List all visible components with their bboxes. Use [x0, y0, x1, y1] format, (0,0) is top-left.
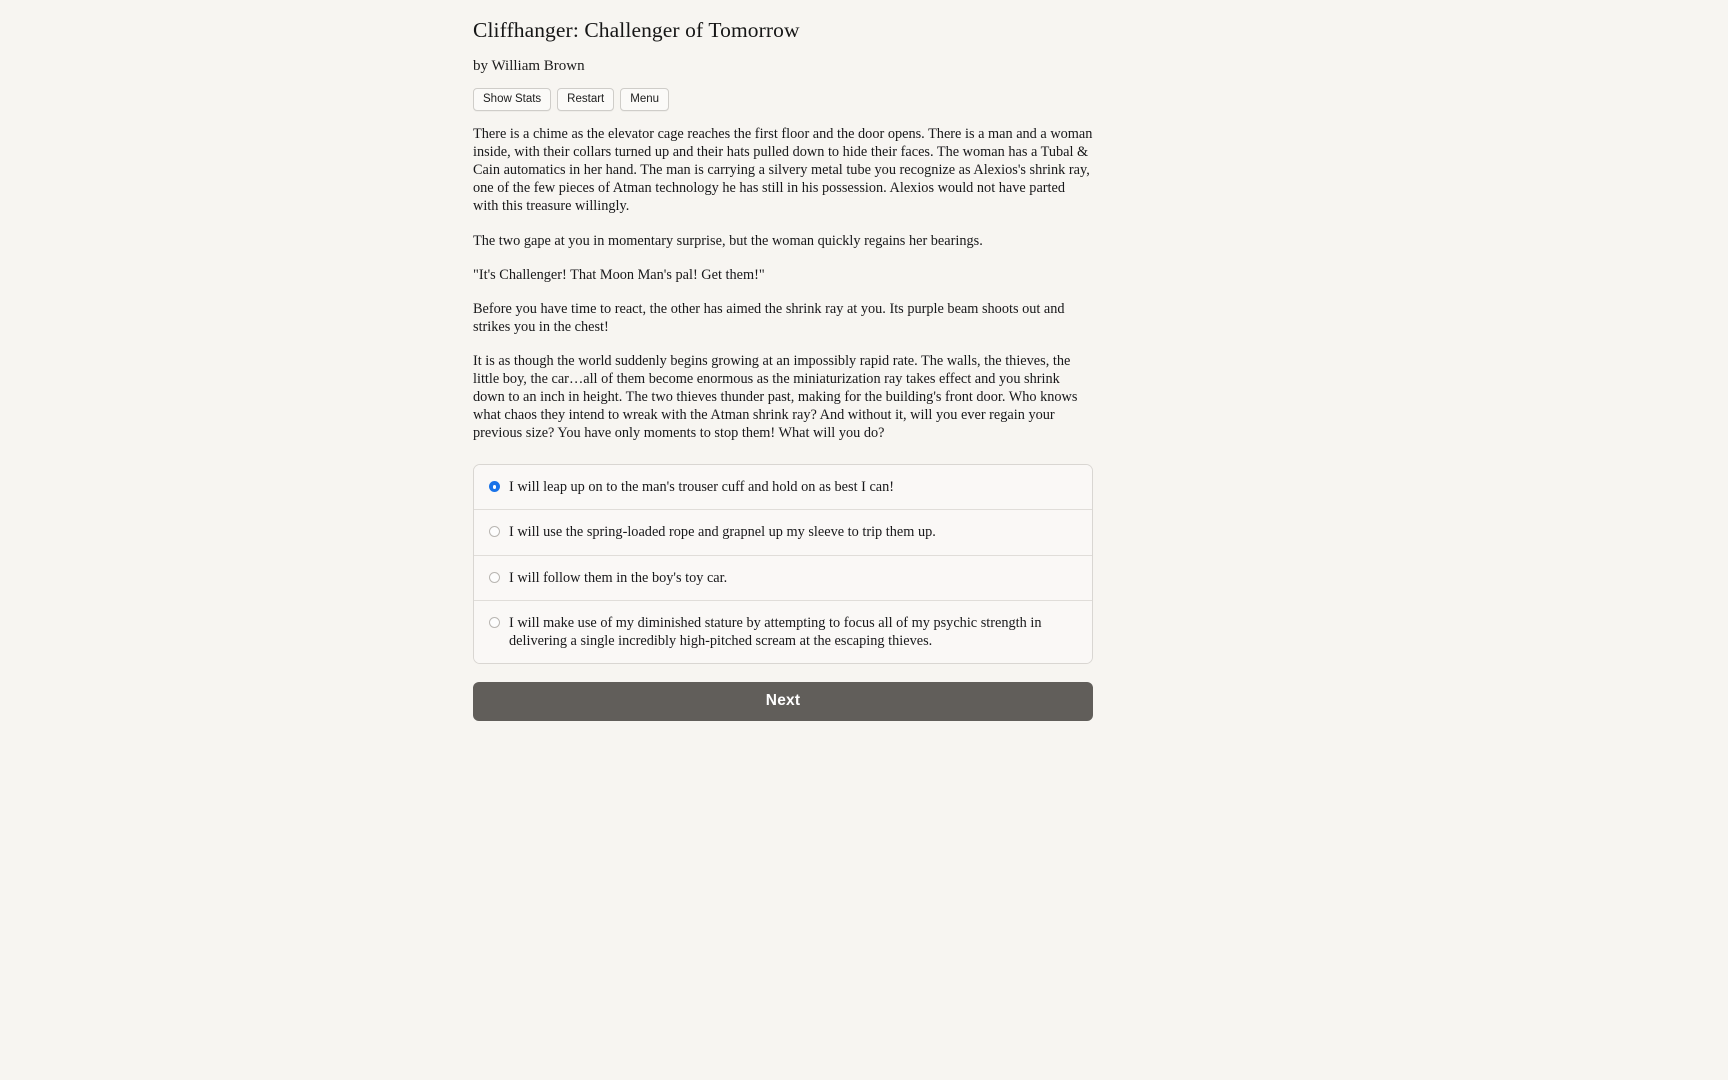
game-page [473, 0, 1093, 721]
author-byline: by William Brown [473, 57, 585, 74]
choice-option[interactable] [474, 465, 1092, 510]
story-paragraph: "It's Challenger! That Moon Man's pal! Get them!" [473, 266, 765, 283]
next-button[interactable]: Next [473, 682, 1093, 721]
choice-option[interactable] [474, 510, 1092, 555]
restart-button[interactable]: Restart [557, 88, 614, 111]
radio-icon[interactable] [489, 481, 500, 492]
show-stats-button[interactable]: Show Stats [473, 88, 551, 111]
choice-list [473, 464, 1093, 664]
radio-icon[interactable] [489, 572, 500, 583]
page-title: Cliffhanger: Challenger of Tomorrow [473, 18, 800, 42]
choice-option[interactable] [474, 601, 1092, 663]
story-paragraph: The two gape at you in momentary surprise, but the woman quickly regains her bearings. [473, 232, 983, 249]
story-paragraph: Before you have time to react, the other has aimed the shrink ray at you. Its purple beam shoots out and strikes you in the chest! [473, 300, 1065, 335]
choice-option[interactable] [474, 556, 1092, 601]
story-text [473, 111, 1093, 442]
story-paragraph: It is as though the world suddenly begins growing at an impossibly rapid rate. The walls, the thieves, the little boy, the car…all of them become enormous as the miniaturization ray takes effect and you shrink down to an inch in height. The two thieves thunder past, making for the building's front door. Who knows what chaos they intend to wreak with the Atman shrink ray? And without it, will you ever regain your previous size? You have only moments to stop them! What will you do? [473, 352, 1078, 442]
choice-label: I will leap up on to the man's trouser cuff and hold on as best I can! [509, 479, 895, 496]
menu-button[interactable]: Menu [620, 88, 669, 111]
choice-label: I will follow them in the boy's toy car. [509, 569, 728, 586]
radio-icon[interactable] [489, 526, 500, 537]
radio-icon[interactable] [489, 617, 500, 628]
story-paragraph: There is a chime as the elevator cage reaches the first floor and the door opens. There is a man and a woman inside, with their collars turned up and their hats pulled down to hide their faces. The woman has a Tubal & Cain automatics in her hand. The man is carrying a silvery metal tube you recognize as Alexios's shrink ray, one of the few pieces of Atman technology he has still in his possession. Alexios would not have parted with this treasure willingly. [473, 126, 1093, 215]
game-toolbar [473, 75, 1093, 111]
choice-label: I will make use of my diminished stature by attempting to focus all of my psychic strength in delivering a single incredibly high-pitched scream at the escaping thieves. [509, 614, 1042, 649]
choice-label: I will use the spring-loaded rope and grapnel up my sleeve to trip them up. [509, 524, 936, 541]
